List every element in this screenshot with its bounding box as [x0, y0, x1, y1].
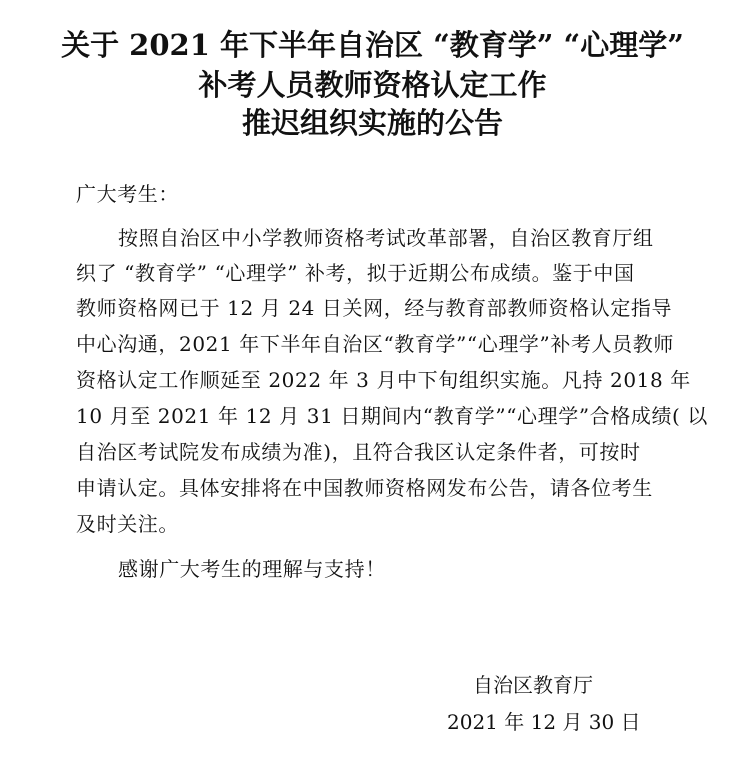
salutation: 广大考生： [76, 182, 179, 206]
body-line-1: 按照自治区中小学教师资格考试改革部署，自治区教育厅组 [118, 226, 654, 250]
title-line-3: 推迟组织实施的公告 [241, 106, 503, 140]
body-line-3: 教师资格网已于 12 月 24 日关网，经与教育部教师资格认定指导 [76, 296, 673, 320]
body-line-2: 织了 “教育学” “心理学” 补考，拟于近期公布成绩。鉴于中国 [76, 261, 635, 285]
title-line-2: 补考人员教师资格认定工作 [198, 68, 547, 102]
body-line-6: 10 月至 2021 年 12 月 31 日期间内“教育学”“心理学”合格成绩( 以 [76, 404, 709, 428]
body-line-4: 中心沟通，2021 年下半年自治区“教育学”“心理学”补考人员教师 [76, 332, 674, 356]
issuing-organization: 自治区教育厅 [473, 673, 593, 697]
title-line-1: 关于 2021 年下半年自治区 “教育学” “心理学” [61, 28, 684, 62]
body-line-5: 资格认定工作顺延至 2022 年 3 月中下旬组织实施。凡持 2018 年 [76, 368, 691, 392]
closing-line: 感谢广大考生的理解与支持！ [118, 557, 386, 581]
body-line-9: 及时关注。 [76, 512, 179, 536]
body-line-7: 自治区考试院发布成绩为准)，且符合我区认定条件者，可按时 [76, 440, 641, 464]
body-line-8: 申请认定。具体安排将在中国教师资格网发布公告，请各位考生 [76, 476, 653, 500]
issue-date: 2021 年 12 月 30 日 [447, 710, 641, 734]
